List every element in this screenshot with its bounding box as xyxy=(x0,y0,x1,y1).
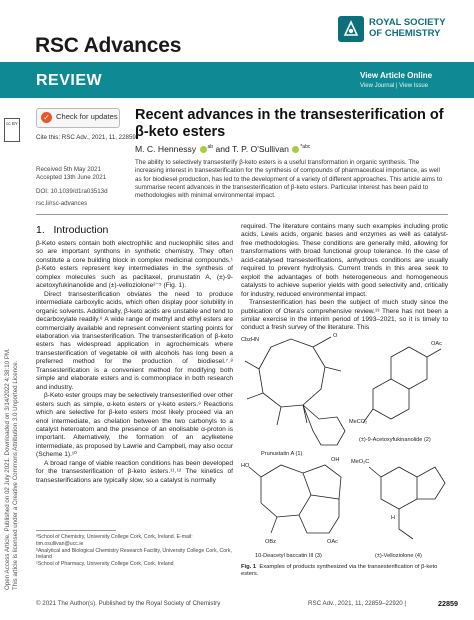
crossmark-icon: ✓ xyxy=(41,112,52,123)
check-for-updates-button[interactable] xyxy=(36,108,120,128)
view-journal-issue-link[interactable]: View Journal | View Issue xyxy=(360,83,429,89)
divider xyxy=(36,214,448,215)
body-column-left xyxy=(36,240,233,485)
paragraph: β-Keto ester groups may be selectively transesterified over other esters such as simple, α-keto esters or γ-keto esters.⁹ Reactions which are selective for β-keto esters most likely proceed via an enol intermediate, as chelation between the two carbonyls to a catalyst heteroatom and the presence of an enolisable α-proton is important. Alternatively, the formation of an acylketene intermediate, as proposed by Lawrie and Campbell, may also occur (Scheme 1).¹⁰ xyxy=(36,392,233,459)
view-article-online-link[interactable]: View Article Online xyxy=(360,71,433,80)
atom-label: CbzHN xyxy=(241,337,260,343)
chemical-structures xyxy=(241,327,448,563)
atom-label: HO xyxy=(241,463,250,469)
article-dates xyxy=(36,166,106,182)
copyright: © 2021 The Author(s). Published by the Royal Society of Chemistry xyxy=(36,600,221,607)
footnote: ᵇAnalytical and Biological Chemistry Research Facility, University College Cork, Cork, Ireland xyxy=(36,547,232,561)
rsc-logo[interactable] xyxy=(338,14,462,48)
compound-label: Prunustatin A (1) xyxy=(261,451,303,457)
affiliation-footnotes xyxy=(36,534,233,568)
orcid-icon[interactable] xyxy=(200,146,207,153)
citation: Cite this: RSC Adv., 2021, 11, 22859 xyxy=(36,134,136,141)
journal-link[interactable]: rsc.li/rsc-advances xyxy=(36,200,88,207)
atom-label: H xyxy=(391,515,396,521)
cc-license-icon[interactable]: cc BY xyxy=(4,118,20,142)
footnote: ᵃSchool of Chemistry, University College Cork, Cork, Ireland. E-mail: tim.osullivan@ucc.ie xyxy=(36,534,193,547)
figure-1 xyxy=(241,327,448,563)
compound-label: (±)-Velloziolone (4) xyxy=(375,553,422,559)
atom-label: O xyxy=(333,333,338,339)
check-for-updates-label: Check for updates xyxy=(56,112,118,121)
author-list xyxy=(135,144,310,154)
publisher-name xyxy=(369,17,446,39)
atom-label: OAc xyxy=(327,539,338,545)
figure-number: Fig. 1 xyxy=(241,564,257,570)
paragraph: Transesterification has been the subject of much study since the publication of Otera's comprehensive review.¹³ There has not been a similar exercise in the interim period of 1993–2021, so it is timely to conduct a fresh survey of the literature. This xyxy=(241,299,448,332)
doi-link[interactable]: DOI: 10.1039/d1ra03513d xyxy=(36,188,108,195)
journal-title: RSC Advances xyxy=(35,34,182,57)
paragraph: required. The literature contains many such examples including protic acids, Lewis acids, organic bases and enzymes as well as catalyst-free methodologies. These conditions are generally mild, allowing for transformations with broad functional group tolerance. In the case of acid-catalysed transesterifications, anhydrous conditions are usually required to prevent hydrolysis. Current trends in this area seek to exploit the advantages of both heterogeneous and homogeneous catalysts to achieve superior yields with good selectivity and, critically for industry, reduced environmental impact. xyxy=(241,223,448,298)
orcid-icon[interactable] xyxy=(292,146,299,153)
compound-label: (±)-9-Acetoxyfukinanolide (2) xyxy=(359,437,431,443)
footnote-rule xyxy=(36,530,116,531)
section-heading: 1. Introduction xyxy=(36,224,109,236)
open-access-note[interactable]: Open Access Article. Published on 02 July 2021. Downloaded on 3/14/2022 4:38:10 PM. xyxy=(4,348,11,590)
publisher-line1: ROYAL SOCIETY xyxy=(369,17,446,28)
article-title: Recent advances in the transesterification of β-keto esters xyxy=(135,107,444,140)
page-number: 22859 xyxy=(438,599,458,608)
compound-label: 10-Deacetyl baccatin III (3) xyxy=(255,553,322,559)
author-2[interactable]: and T. P. O'Sullivan xyxy=(213,144,289,154)
accepted-date: Accepted 13th June 2021 xyxy=(36,174,107,181)
paragraph: A broad range of viable reaction conditions has been developed for the transesterification of β-keto esters.¹¹˒¹² The kinetics of transesterifications are typically slow, so a catalyst is normally xyxy=(36,459,233,484)
abstract: The ability to selectively transesterify β-keto esters is a useful transformation in organic synthesis. The increasing interest in transesterification for the synthesis of compounds of pharmaceutical importance, as well as for biodiesel production, has led to the development of a variety of different approaches. This article aims to summarise recent advances in the transesterification of β-keto esters. Particular interest has been paid to methodologies with minimal environmental impact. xyxy=(135,159,443,200)
author-1[interactable]: M. C. Hennessy xyxy=(135,144,197,154)
author-2-affil: *abc xyxy=(300,144,311,151)
section-label: REVIEW xyxy=(36,72,103,89)
atom-label: OAc xyxy=(431,341,442,347)
rsc-logo-icon xyxy=(338,16,364,42)
footnote: ᶜSchool of Pharmacy, University College Cork, Cork, Ireland xyxy=(36,561,174,568)
atom-label: OBz xyxy=(265,539,276,545)
licence-note[interactable]: This article is licensed under a Creative Commons Attribution 3.0 Unported Licence. xyxy=(12,360,19,590)
paragraph: β-Keto esters contain both electrophilic and nucleophilic sites and so are important synthons in synthetic chemistry. They often constitute a core building block in complex medicinal compounds.¹ β-Keto esters represent key intermediates in the synthesis of complex molecules such as paclitaxel, prunustatin A, (±)-9-acetoxyfukinanolide and (±)-velloziolone²⁻⁵ (Fig. 1). xyxy=(36,240,233,290)
atom-label: MeO₂C xyxy=(351,459,370,465)
atom-label: MeCO₂ xyxy=(349,419,368,425)
license-margin xyxy=(2,120,28,620)
figure-caption xyxy=(241,564,448,579)
received-date: Received 5th May 2021 xyxy=(36,166,102,173)
paragraph: Direct transesterification obviates the need to produce intermediate carboxylic acids, which often display poor solubility in organic solvents. Additionally, β-keto acids are unstable and tend to decarboxylate readily.⁶ A wide range of methyl and ethyl esters are commercially available and represent convenient starting points for elaboration via transesterification. The transesterification of β-keto esters has widespread application in agrochemicals where transesterification of vegetable oil with alcohols has long been a preferred method for the production of biodiesel.⁷˒⁸ Transesterification is a convenient method for modifying both simple and elaborate esters and is commonplace in both research and industry. xyxy=(36,290,233,391)
publisher-line2: OF CHEMISTRY xyxy=(369,28,441,39)
atom-label: OH xyxy=(331,457,340,463)
body-column-right xyxy=(241,223,448,333)
author-1-affil: ab xyxy=(207,144,214,151)
journal-reference: RSC Adv., 2021, 11, 22859–22920 | xyxy=(308,600,407,607)
caption-text: Examples of products synthesized via the transesterification of β-keto esters. xyxy=(241,564,438,578)
